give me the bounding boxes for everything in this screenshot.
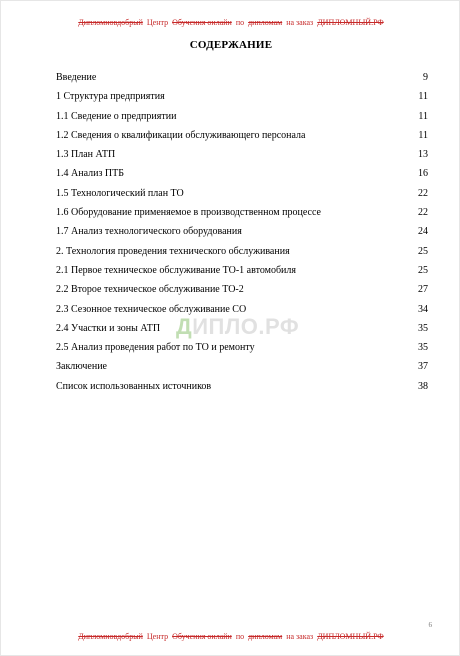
toc-entry-page: 13 xyxy=(418,149,428,161)
toc-entry xyxy=(56,187,428,206)
toc-entry xyxy=(56,167,428,186)
watermark-part: Обучения онлайн xyxy=(172,632,232,641)
watermark-part: Дипломновдобрый xyxy=(78,632,143,641)
watermark-part: по xyxy=(235,632,245,641)
toc-entry-label: 1.4 Анализ ПТБ xyxy=(56,168,124,180)
watermark-part: дипломам xyxy=(248,18,283,27)
toc-entry-page: 25 xyxy=(418,264,428,276)
toc-entry xyxy=(56,225,428,244)
toc-entry-page: 35 xyxy=(418,342,428,354)
toc-entry-label: 1.1 Сведение о предприятии xyxy=(56,110,177,122)
watermark-part: по xyxy=(235,18,245,27)
page-number: 6 xyxy=(428,621,432,629)
toc-entry xyxy=(56,303,428,322)
toc-entry-label: 1 Структура предприятия xyxy=(56,91,165,103)
watermark-part: Обучения онлайн xyxy=(172,18,232,27)
watermark-part: Центр xyxy=(146,18,169,27)
watermark-part: ДИПЛОМНЫЙ.РФ xyxy=(317,632,384,641)
toc-entry-page: 25 xyxy=(418,245,428,257)
toc-entry xyxy=(56,360,428,379)
toc-entry-label: 2.5 Анализ проведения работ по ТО и ремонту xyxy=(56,342,255,354)
watermark-part: Дипломновдобрый xyxy=(78,18,143,27)
toc-entry-page: 22 xyxy=(418,187,428,199)
toc-entry xyxy=(56,148,428,167)
toc-entry-label: 1.5 Технологический план ТО xyxy=(56,187,184,199)
toc-entry xyxy=(56,90,428,109)
table-of-contents xyxy=(56,71,428,399)
toc-entry-label: 2.2 Второе техническое обслуживание ТО-2 xyxy=(56,284,244,296)
toc-entry-page: 38 xyxy=(418,380,428,392)
toc-entry xyxy=(56,206,428,225)
toc-entry-label: 2.3 Сезонное техническое обслуживание СО xyxy=(56,303,247,315)
toc-entry xyxy=(56,283,428,302)
toc-entry-page: 16 xyxy=(418,168,428,180)
toc-entry xyxy=(56,71,428,90)
toc-entry-page: 27 xyxy=(418,284,428,296)
toc-entry-page: 37 xyxy=(418,361,428,373)
toc-entry-label: 1.7 Анализ технологического оборудования xyxy=(56,226,242,238)
toc-entry-page: 11 xyxy=(418,129,428,141)
toc-entry-label: 1.3 План АТП xyxy=(56,149,116,161)
toc-entry-page: 11 xyxy=(418,91,428,103)
toc-entry-page: 34 xyxy=(418,303,428,315)
toc-entry-page: 24 xyxy=(418,226,428,238)
toc-entry-page: 22 xyxy=(418,207,428,219)
watermark-part: на заказ xyxy=(286,18,314,27)
toc-entry-page: 11 xyxy=(418,110,428,122)
toc-entry xyxy=(56,245,428,264)
watermark-part: на заказ xyxy=(286,632,314,641)
toc-entry-page: 35 xyxy=(418,322,428,334)
toc-entry-label: 2.4 Участки и зоны АТП xyxy=(56,322,161,334)
watermark-logo-letter: Д xyxy=(176,314,193,339)
bottom-watermark xyxy=(1,632,460,642)
toc-entry-page: 9 xyxy=(423,72,428,83)
toc-entry xyxy=(56,129,428,148)
toc-entry-label: 1.2 Сведения о квалификации обслуживающего персонала xyxy=(56,129,306,141)
toc-entry-label: Заключение xyxy=(56,361,107,373)
toc-entry xyxy=(56,264,428,283)
watermark-part: дипломам xyxy=(248,632,283,641)
watermark-part: Центр xyxy=(146,632,169,641)
toc-entry-label: 1.6 Оборудование применяемое в производственном процессе xyxy=(56,207,321,219)
toc-entry xyxy=(56,341,428,360)
toc-entry xyxy=(56,380,428,399)
toc-entry-label: Введение xyxy=(56,72,97,83)
toc-entry-label: Список использованных источников xyxy=(56,380,212,392)
toc-entry-label: 2. Технология проведения технического обслуживания xyxy=(56,245,290,257)
top-watermark xyxy=(1,18,460,28)
watermark-part: ДИПЛОМНЫЙ.РФ xyxy=(317,18,384,27)
page-title: СОДЕРЖАНИЕ xyxy=(189,39,273,51)
toc-entry xyxy=(56,110,428,129)
toc-entry xyxy=(56,322,428,341)
toc-entry-label: 2.1 Первое техническое обслуживание ТО-1 автомобиля xyxy=(56,264,296,276)
watermark-logo-text: ИПЛО.РФ xyxy=(192,314,300,339)
